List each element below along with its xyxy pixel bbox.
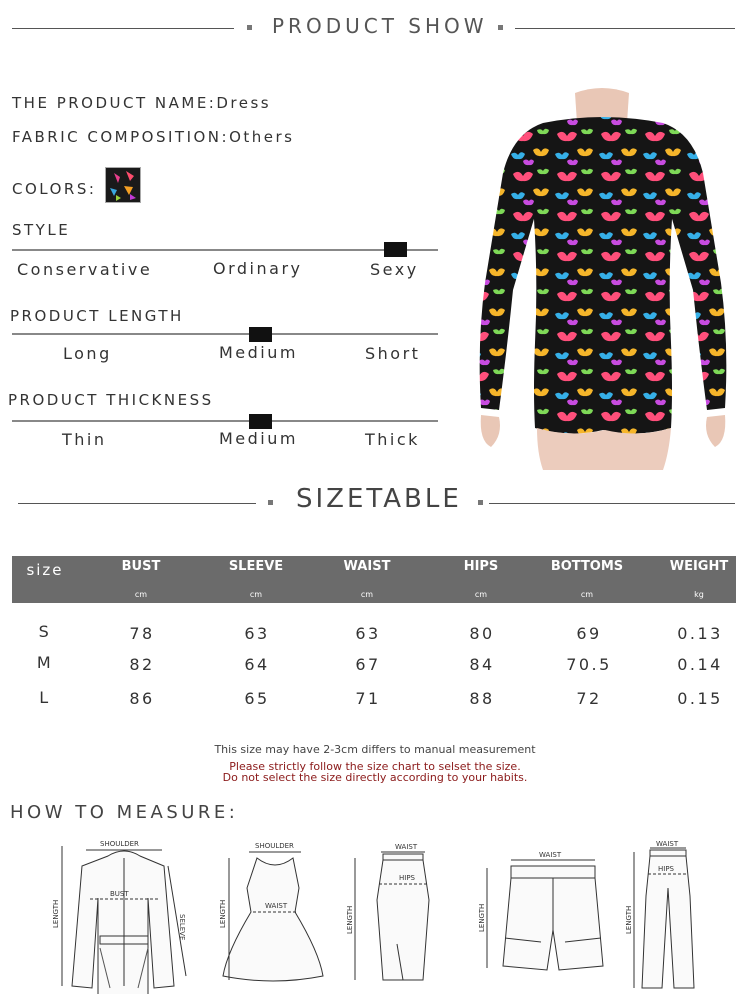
fabric-label: FABRIC COMPOSITION: <box>12 128 230 146</box>
product-show-title: PRODUCT SHOW <box>272 14 488 38</box>
header-dot-left <box>247 25 252 30</box>
jacket-sleeve-text: SELEVE <box>178 914 186 941</box>
col-header-waist: WAIST <box>343 559 391 574</box>
skirt-waist-text: WAIST <box>395 844 418 851</box>
product-name-row <box>12 94 271 112</box>
how-to-measure-title: HOW TO MEASURE: <box>10 802 239 823</box>
unit-waist: cm <box>360 590 374 599</box>
col-header-hips: HIPS <box>463 559 499 574</box>
cell-bust: 86 <box>129 689 155 708</box>
butterfly-swatch-icon <box>106 168 140 202</box>
bodysuit-left-sleeve <box>480 123 543 410</box>
cell-hips: 88 <box>469 689 495 708</box>
style-title: STYLE <box>12 221 71 239</box>
cell-hips: 80 <box>469 624 495 643</box>
length-scale-line <box>12 333 438 335</box>
style-marker <box>384 242 407 257</box>
colors-label: COLORS: <box>12 180 97 198</box>
header-rule-right <box>515 28 735 29</box>
color-swatch[interactable] <box>105 167 141 203</box>
skirt-length-text: LENGTH <box>346 905 354 934</box>
sizetable-dot-right <box>478 500 483 505</box>
thickness-option-thick: Thick <box>365 430 420 449</box>
cell-sleeve: 64 <box>244 655 270 674</box>
cell-size: S <box>38 622 52 641</box>
jacket-diagram <box>48 836 198 994</box>
shorts-diagram <box>475 848 615 976</box>
col-header-bust: BUST <box>121 559 161 574</box>
fabric-row <box>12 128 294 146</box>
dress-waist-text: WAIST <box>265 902 288 910</box>
cell-sleeve: 65 <box>244 689 270 708</box>
length-option-short: Short <box>365 344 421 363</box>
sizetable-title: SIZETABLE <box>296 484 462 514</box>
style-option-ordinary: Ordinary <box>213 259 303 278</box>
cell-bottoms: 70.5 <box>566 655 612 674</box>
thickness-title: PRODUCT THICKNESS <box>8 391 214 409</box>
product-name-label: THE PRODUCT NAME: <box>12 94 217 112</box>
note-follow-chart: Please strictly follow the size chart to selset the size. <box>229 760 521 773</box>
note-measurement: This size may have 2-3cm differs to manual measurement <box>214 743 536 756</box>
cell-waist: 67 <box>355 655 381 674</box>
skirt-diagram <box>343 844 443 990</box>
dress-shoulder-text: SHOULDER <box>255 842 294 850</box>
fabric-value: Others <box>229 128 295 146</box>
skirt-hips-text: HIPS <box>399 874 415 882</box>
thickness-option-thin: Thin <box>62 430 107 449</box>
unit-weight: kg <box>694 590 704 599</box>
cell-sleeve: 63 <box>244 624 270 643</box>
col-header-weight: WEIGHT <box>669 559 729 574</box>
sizetable-dot-left <box>268 500 273 505</box>
col-header-bottoms: BOTTOMS <box>550 559 624 574</box>
sizetable-rule-right <box>489 503 735 504</box>
col-header-sleeve: SLEEVE <box>228 559 284 574</box>
length-option-long: Long <box>63 344 112 363</box>
cell-weight: 0.15 <box>677 689 723 708</box>
pants-waist-text: WAIST <box>656 840 679 848</box>
cell-bust: 78 <box>129 624 155 643</box>
shorts-waist-text: WAIST <box>539 851 562 859</box>
header-dot-right <box>498 25 503 30</box>
pants-diagram <box>620 840 710 992</box>
header-rule-left <box>12 28 234 29</box>
cell-weight: 0.14 <box>677 655 723 674</box>
length-marker <box>249 327 272 342</box>
cell-size: M <box>36 653 54 672</box>
cell-bottoms: 69 <box>576 624 602 643</box>
bodysuit-right-sleeve <box>663 123 726 410</box>
product-photo <box>465 88 740 473</box>
cell-waist: 71 <box>355 689 381 708</box>
unit-bottoms: cm <box>580 590 594 599</box>
sizetable-rule-left <box>18 503 256 504</box>
product-name-value: Dress <box>216 94 272 112</box>
cell-hips: 84 <box>469 655 495 674</box>
mannequin-legs <box>537 428 671 470</box>
jacket-shoulder-text: SHOULDER <box>100 840 139 848</box>
dress-length-text: LENGTH <box>219 899 227 928</box>
length-title: PRODUCT LENGTH <box>10 307 184 325</box>
pants-hips-text: HIPS <box>658 865 674 873</box>
pants-length-text: LENGTH <box>625 905 633 934</box>
dress-diagram <box>215 840 330 990</box>
unit-sleeve: cm <box>249 590 263 599</box>
cell-size: L <box>39 688 51 707</box>
mannequin-left-hand <box>481 415 500 447</box>
shorts-length-text: LENGTH <box>478 903 486 932</box>
jacket-length-text: LENGTH <box>52 899 60 928</box>
bodysuit-body <box>531 117 675 434</box>
jacket-bust-text: BUST <box>110 890 129 898</box>
unit-bust: cm <box>134 590 148 599</box>
cell-waist: 63 <box>355 624 381 643</box>
cell-weight: 0.13 <box>677 624 723 643</box>
note-habits: Do not select the size directly according to your habits. <box>222 771 528 784</box>
style-option-sexy: Sexy <box>370 260 419 279</box>
thickness-scale-line <box>12 420 438 422</box>
cell-bottoms: 72 <box>576 689 602 708</box>
length-option-medium: Medium <box>219 343 298 362</box>
thickness-marker <box>249 414 272 429</box>
mannequin-right-hand <box>706 415 725 447</box>
style-option-conservative: Conservative <box>17 260 153 279</box>
thickness-option-medium: Medium <box>219 429 298 448</box>
style-scale-line <box>12 249 438 251</box>
col-header-size: size <box>26 561 64 579</box>
cell-bust: 82 <box>129 655 155 674</box>
unit-hips: cm <box>474 590 488 599</box>
